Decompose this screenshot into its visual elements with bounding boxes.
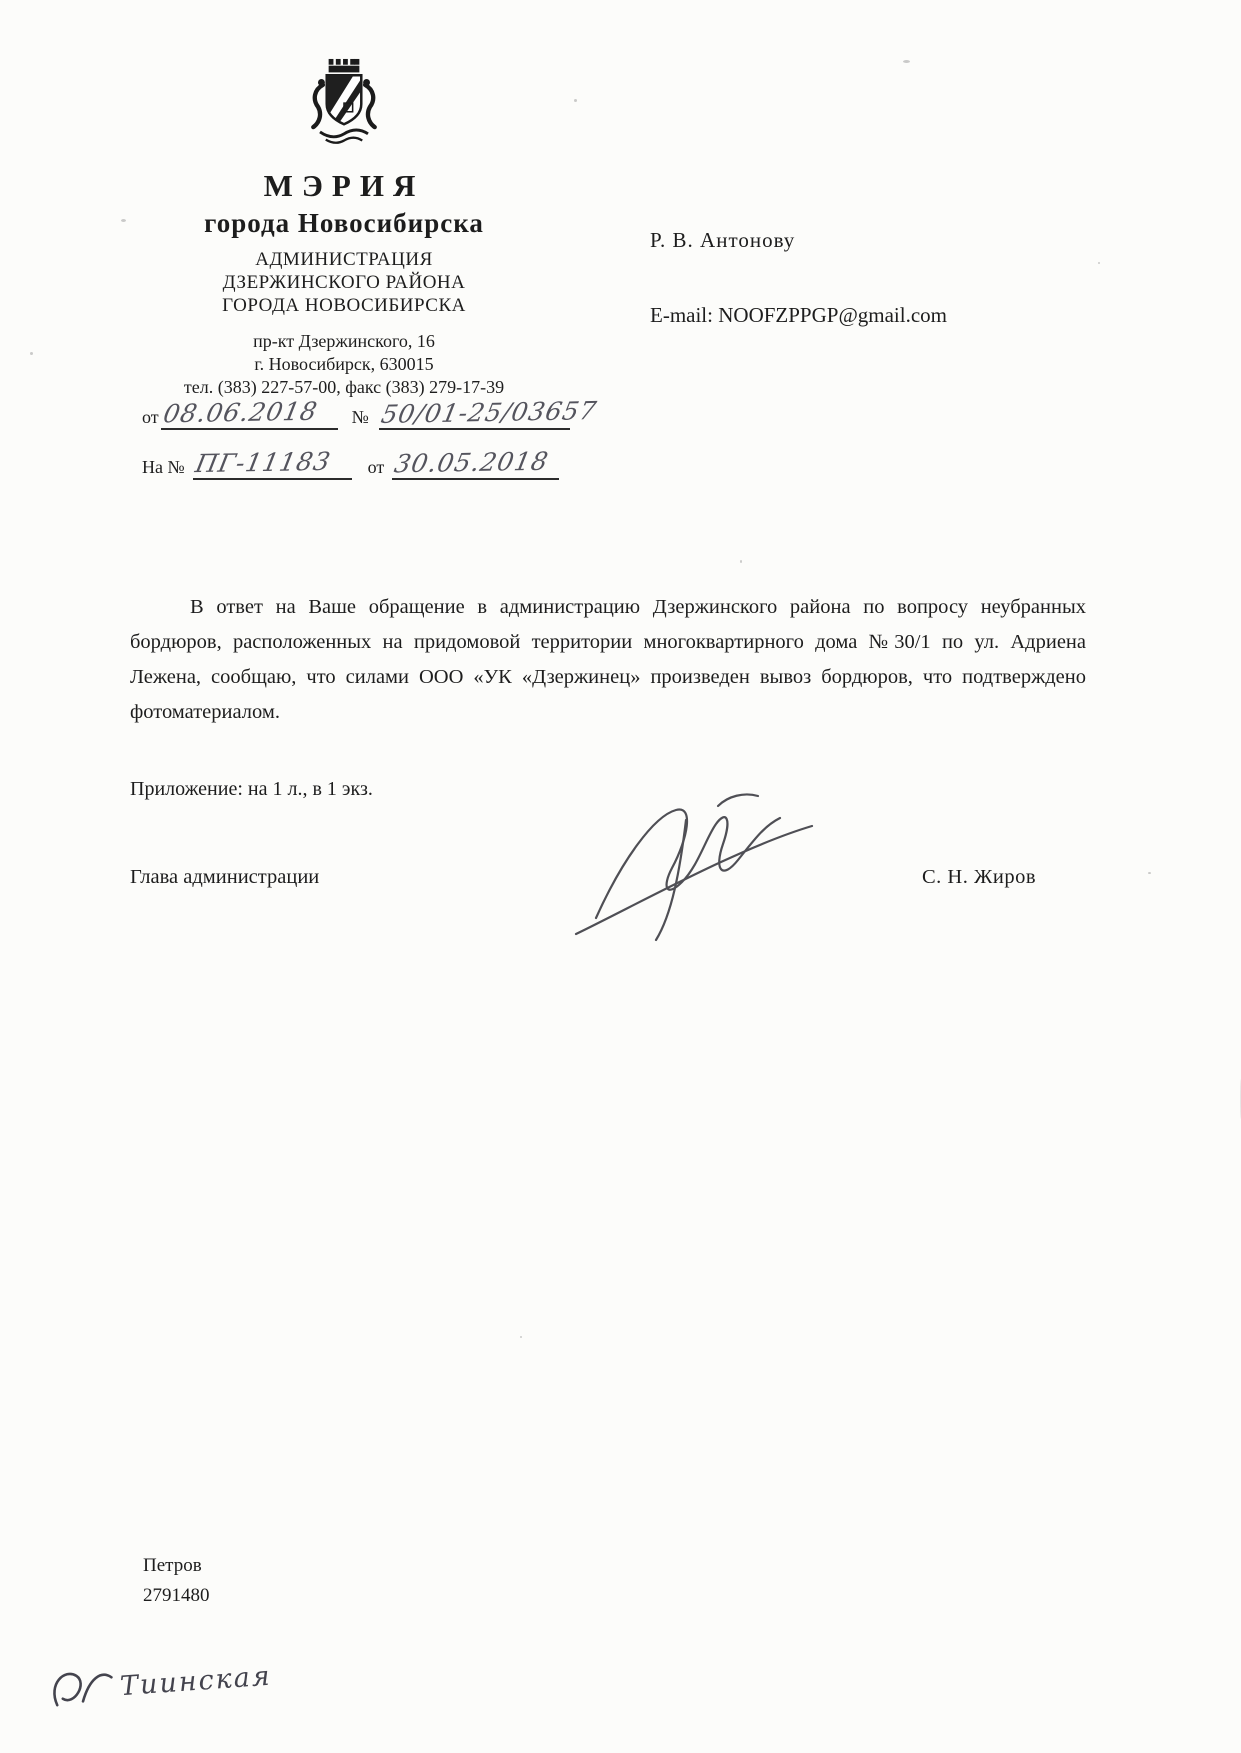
scan-speck [30, 352, 33, 355]
department-block [118, 248, 570, 317]
incoming-date-handwritten: 30.05.2018 [392, 446, 552, 479]
scan-speck [121, 219, 126, 222]
department-line: ДЗЕРЖИНСКОГО РАЙОНА [222, 272, 466, 293]
outgoing-reference-row [142, 396, 600, 430]
outgoing-number-label: № [351, 407, 369, 427]
department-line: ГОРОДА НОВОСИБИРСКА [222, 295, 466, 316]
signer-name: С. Н. Жиров [922, 866, 1036, 888]
outgoing-number-field [378, 396, 600, 430]
letterhead [118, 56, 570, 399]
handwritten-note-text: Тиинская [119, 1660, 273, 1703]
scan-speck [520, 1336, 522, 1338]
incoming-number-handwritten: ПГ-11183 [192, 446, 334, 479]
scan-speck [1098, 262, 1100, 264]
signature-scribble-icon [568, 786, 830, 944]
novosibirsk-coat-of-arms-icon [296, 56, 392, 156]
letter-body-paragraph: В ответ на Ваше обращение в администрацию Дзержинского района по вопросу неубранных бордюров, расположенных на придомовой территории многоквартирного дома №30/1 по ул. Адриена Лежена, сообщаю, что силами ООО «УК «Дзержинец» произведен вывоз бордюров, что подтверждено фотоматериалом. [130, 596, 1086, 723]
incoming-date-field [392, 448, 559, 480]
address-street: пр-кт Дзержинского, 16 [253, 331, 435, 351]
scan-speck [740, 560, 742, 563]
incoming-date-label: от [367, 457, 385, 477]
department-line: АДМИНИСТРАЦИЯ [255, 249, 433, 270]
incoming-number-label: На № [142, 457, 185, 477]
outgoing-date-handwritten: 08.06.2018 [160, 396, 320, 429]
address-block [118, 330, 570, 399]
scan-speck [574, 99, 577, 102]
scan-speck [1148, 872, 1151, 874]
recipient-name: Р. В. Антонову [650, 228, 796, 252]
handwritten-note [44, 1650, 273, 1718]
executor-name: Петров [143, 1555, 202, 1576]
outgoing-date-field [161, 398, 338, 430]
org-title-city: города Новосибирска [204, 208, 484, 238]
org-title-mayor: МЭРИЯ [263, 168, 425, 203]
scan-speck [903, 60, 910, 63]
incoming-number-field [193, 448, 352, 480]
email-value: NOOFZPPGP@gmail.com [718, 303, 948, 327]
email-label: E-mail: [650, 303, 713, 327]
executor-block [143, 1551, 210, 1611]
outgoing-number-handwritten: 50/01-25/03657 [378, 396, 600, 429]
attachment-line: Приложение: на 1 л., в 1 экз. [130, 778, 373, 800]
address-city: г. Новосибирск, 630015 [254, 354, 434, 374]
executor-phone: 2791480 [143, 1585, 210, 1606]
recipient-email-line [650, 303, 947, 328]
outgoing-date-label: от [142, 407, 159, 427]
flourish-icon [44, 1661, 119, 1718]
signer-title: Глава администрации [130, 866, 320, 888]
incoming-reference-row [142, 448, 559, 480]
contact-phones: тел. (383) 227-57-00, факс (383) 279-17-39 [183, 377, 505, 397]
